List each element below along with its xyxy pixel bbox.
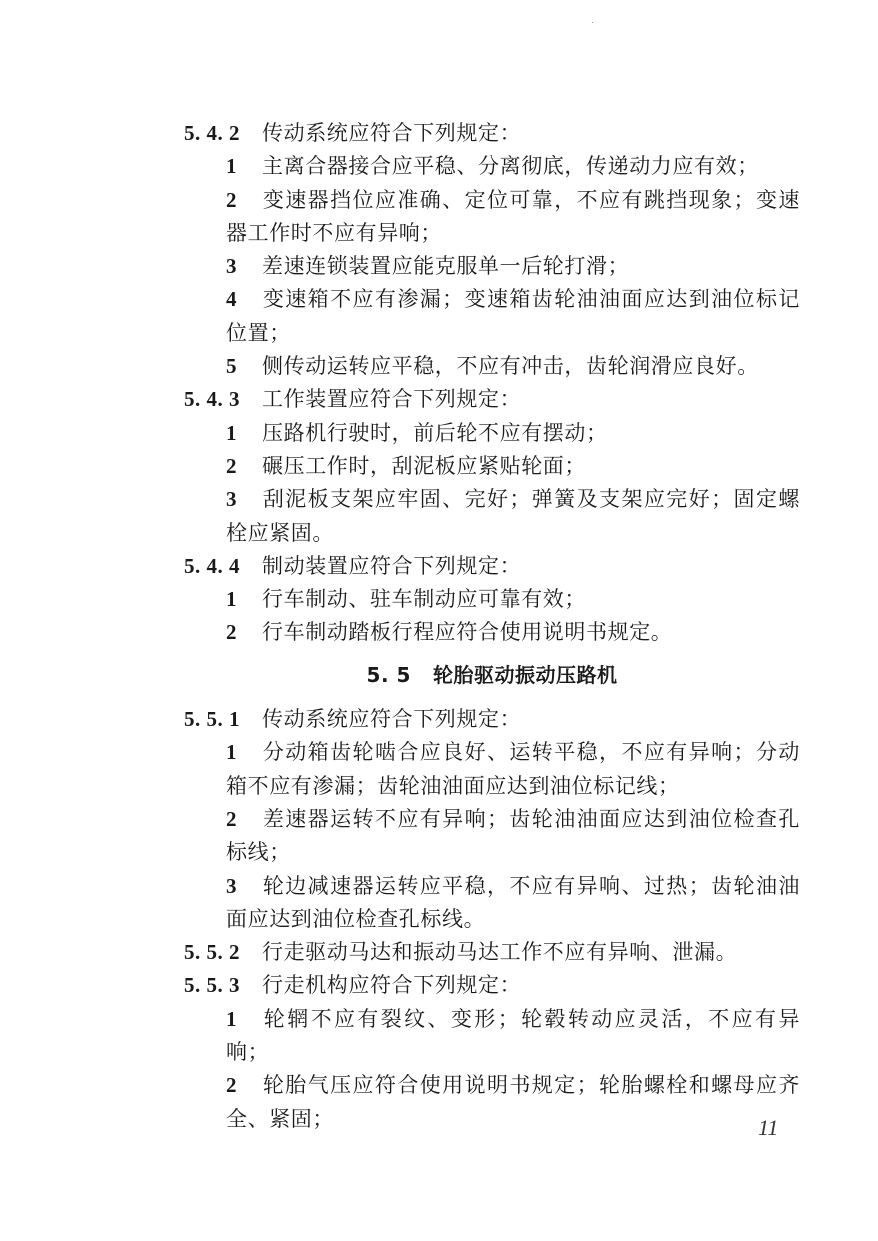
list-item	[184, 1069, 800, 1136]
item-text: 分动箱齿轮啮合应良好、运转平稳，不应有异响；分动箱不应有渗漏；齿轮油油面应达到油位标记线；	[226, 740, 800, 798]
scan-speck	[592, 22, 593, 23]
item-text: 压路机行驶时，前后轮不应有摆动；	[262, 420, 608, 445]
clause-text: 制动装置应符合下列规定：	[262, 553, 522, 578]
item-number: 3	[226, 487, 237, 512]
item-number: 2	[226, 187, 237, 212]
list-item	[184, 250, 800, 283]
clause-5-5-2	[184, 936, 800, 969]
item-text: 主离合器接合应平稳、分离彻底，传递动力应有效；	[262, 154, 759, 179]
list-item	[184, 483, 800, 550]
clause-5-5-1	[184, 703, 800, 736]
list-item	[184, 283, 800, 350]
clause-5-5-3	[184, 969, 800, 1002]
clause-text: 工作装置应符合下列规定：	[262, 387, 522, 412]
item-number: 1	[226, 1006, 237, 1031]
item-number: 2	[226, 620, 237, 645]
body-text	[184, 117, 800, 1136]
section-title: 轮胎驱动振动压路机	[432, 662, 618, 687]
list-item	[184, 417, 800, 450]
item-text: 行车制动踏板行程应符合使用说明书规定。	[262, 620, 673, 645]
section-number: 5. 5	[366, 662, 411, 687]
list-item	[184, 450, 800, 483]
list-item	[184, 184, 800, 251]
item-number: 2	[226, 1073, 237, 1098]
item-text: 轮辋不应有裂纹、变形；轮毂转动应灵活，不应有异响；	[226, 1006, 800, 1065]
item-number: 2	[226, 453, 237, 478]
clause-text: 行走机构应符合下列规定：	[262, 973, 522, 998]
item-number: 1	[226, 154, 237, 179]
item-text: 变速器挡位应准确、定位可靠，不应有跳挡现象；变速器工作时不应有异响；	[226, 187, 800, 245]
item-number: 5	[226, 354, 237, 379]
clause-5-4-2	[184, 117, 800, 150]
item-number: 3	[226, 254, 237, 279]
list-item	[184, 870, 800, 937]
list-item	[184, 350, 800, 383]
clause-text: 行走驱动马达和振动马达工作不应有异响、泄漏。	[262, 940, 738, 965]
clause-5-4-4	[184, 550, 800, 583]
list-item	[184, 803, 800, 870]
item-number: 1	[226, 740, 237, 765]
clause-number: 5. 4. 2	[184, 121, 240, 145]
item-text: 行车制动、驻车制动应可靠有效；	[262, 587, 586, 612]
list-item	[184, 1003, 800, 1070]
item-text: 差速器运转不应有异响；齿轮油油面应达到油位检查孔标线；	[226, 806, 800, 865]
clause-number: 5. 4. 4	[184, 553, 240, 578]
item-number: 1	[226, 587, 237, 612]
item-text: 轮胎气压应符合使用说明书规定；轮胎螺栓和螺母应齐全、紧固；	[226, 1073, 800, 1131]
item-number: 4	[226, 287, 237, 312]
item-number: 1	[226, 420, 237, 445]
item-text: 差速连锁装置应能克服单一后轮打滑；	[262, 254, 630, 279]
item-text: 刮泥板支架应牢固、完好；弹簧及支架应完好；固定螺栓应紧固。	[226, 487, 800, 545]
clause-5-4-3	[184, 383, 800, 416]
item-text: 碾压工作时，刮泥板应紧贴轮面；	[262, 453, 586, 478]
section-heading	[184, 659, 800, 692]
list-item	[184, 150, 800, 183]
clause-number: 5. 5. 1	[184, 707, 240, 732]
clause-text: 传动系统应符合下列规定：	[262, 707, 522, 732]
item-number: 2	[226, 806, 237, 831]
list-item	[184, 583, 800, 616]
clause-number: 5. 5. 2	[184, 940, 240, 965]
list-item	[184, 736, 800, 803]
list-item	[184, 616, 800, 649]
item-text: 侧传动运转应平稳，不应有冲击，齿轮润滑应良好。	[262, 354, 759, 379]
clause-number: 5. 4. 3	[184, 387, 240, 412]
item-text: 轮边减速器运转应平稳，不应有异响、过热；齿轮油油面应达到油位检查孔标线。	[226, 873, 800, 931]
item-text: 变速箱不应有渗漏；变速箱齿轮油油面应达到油位标记位置；	[226, 287, 800, 345]
clause-text: 传动系统应符合下列规定：	[262, 121, 522, 145]
page-number: 11	[758, 1115, 779, 1140]
clause-number: 5. 5. 3	[184, 973, 240, 998]
item-number: 3	[226, 873, 237, 898]
